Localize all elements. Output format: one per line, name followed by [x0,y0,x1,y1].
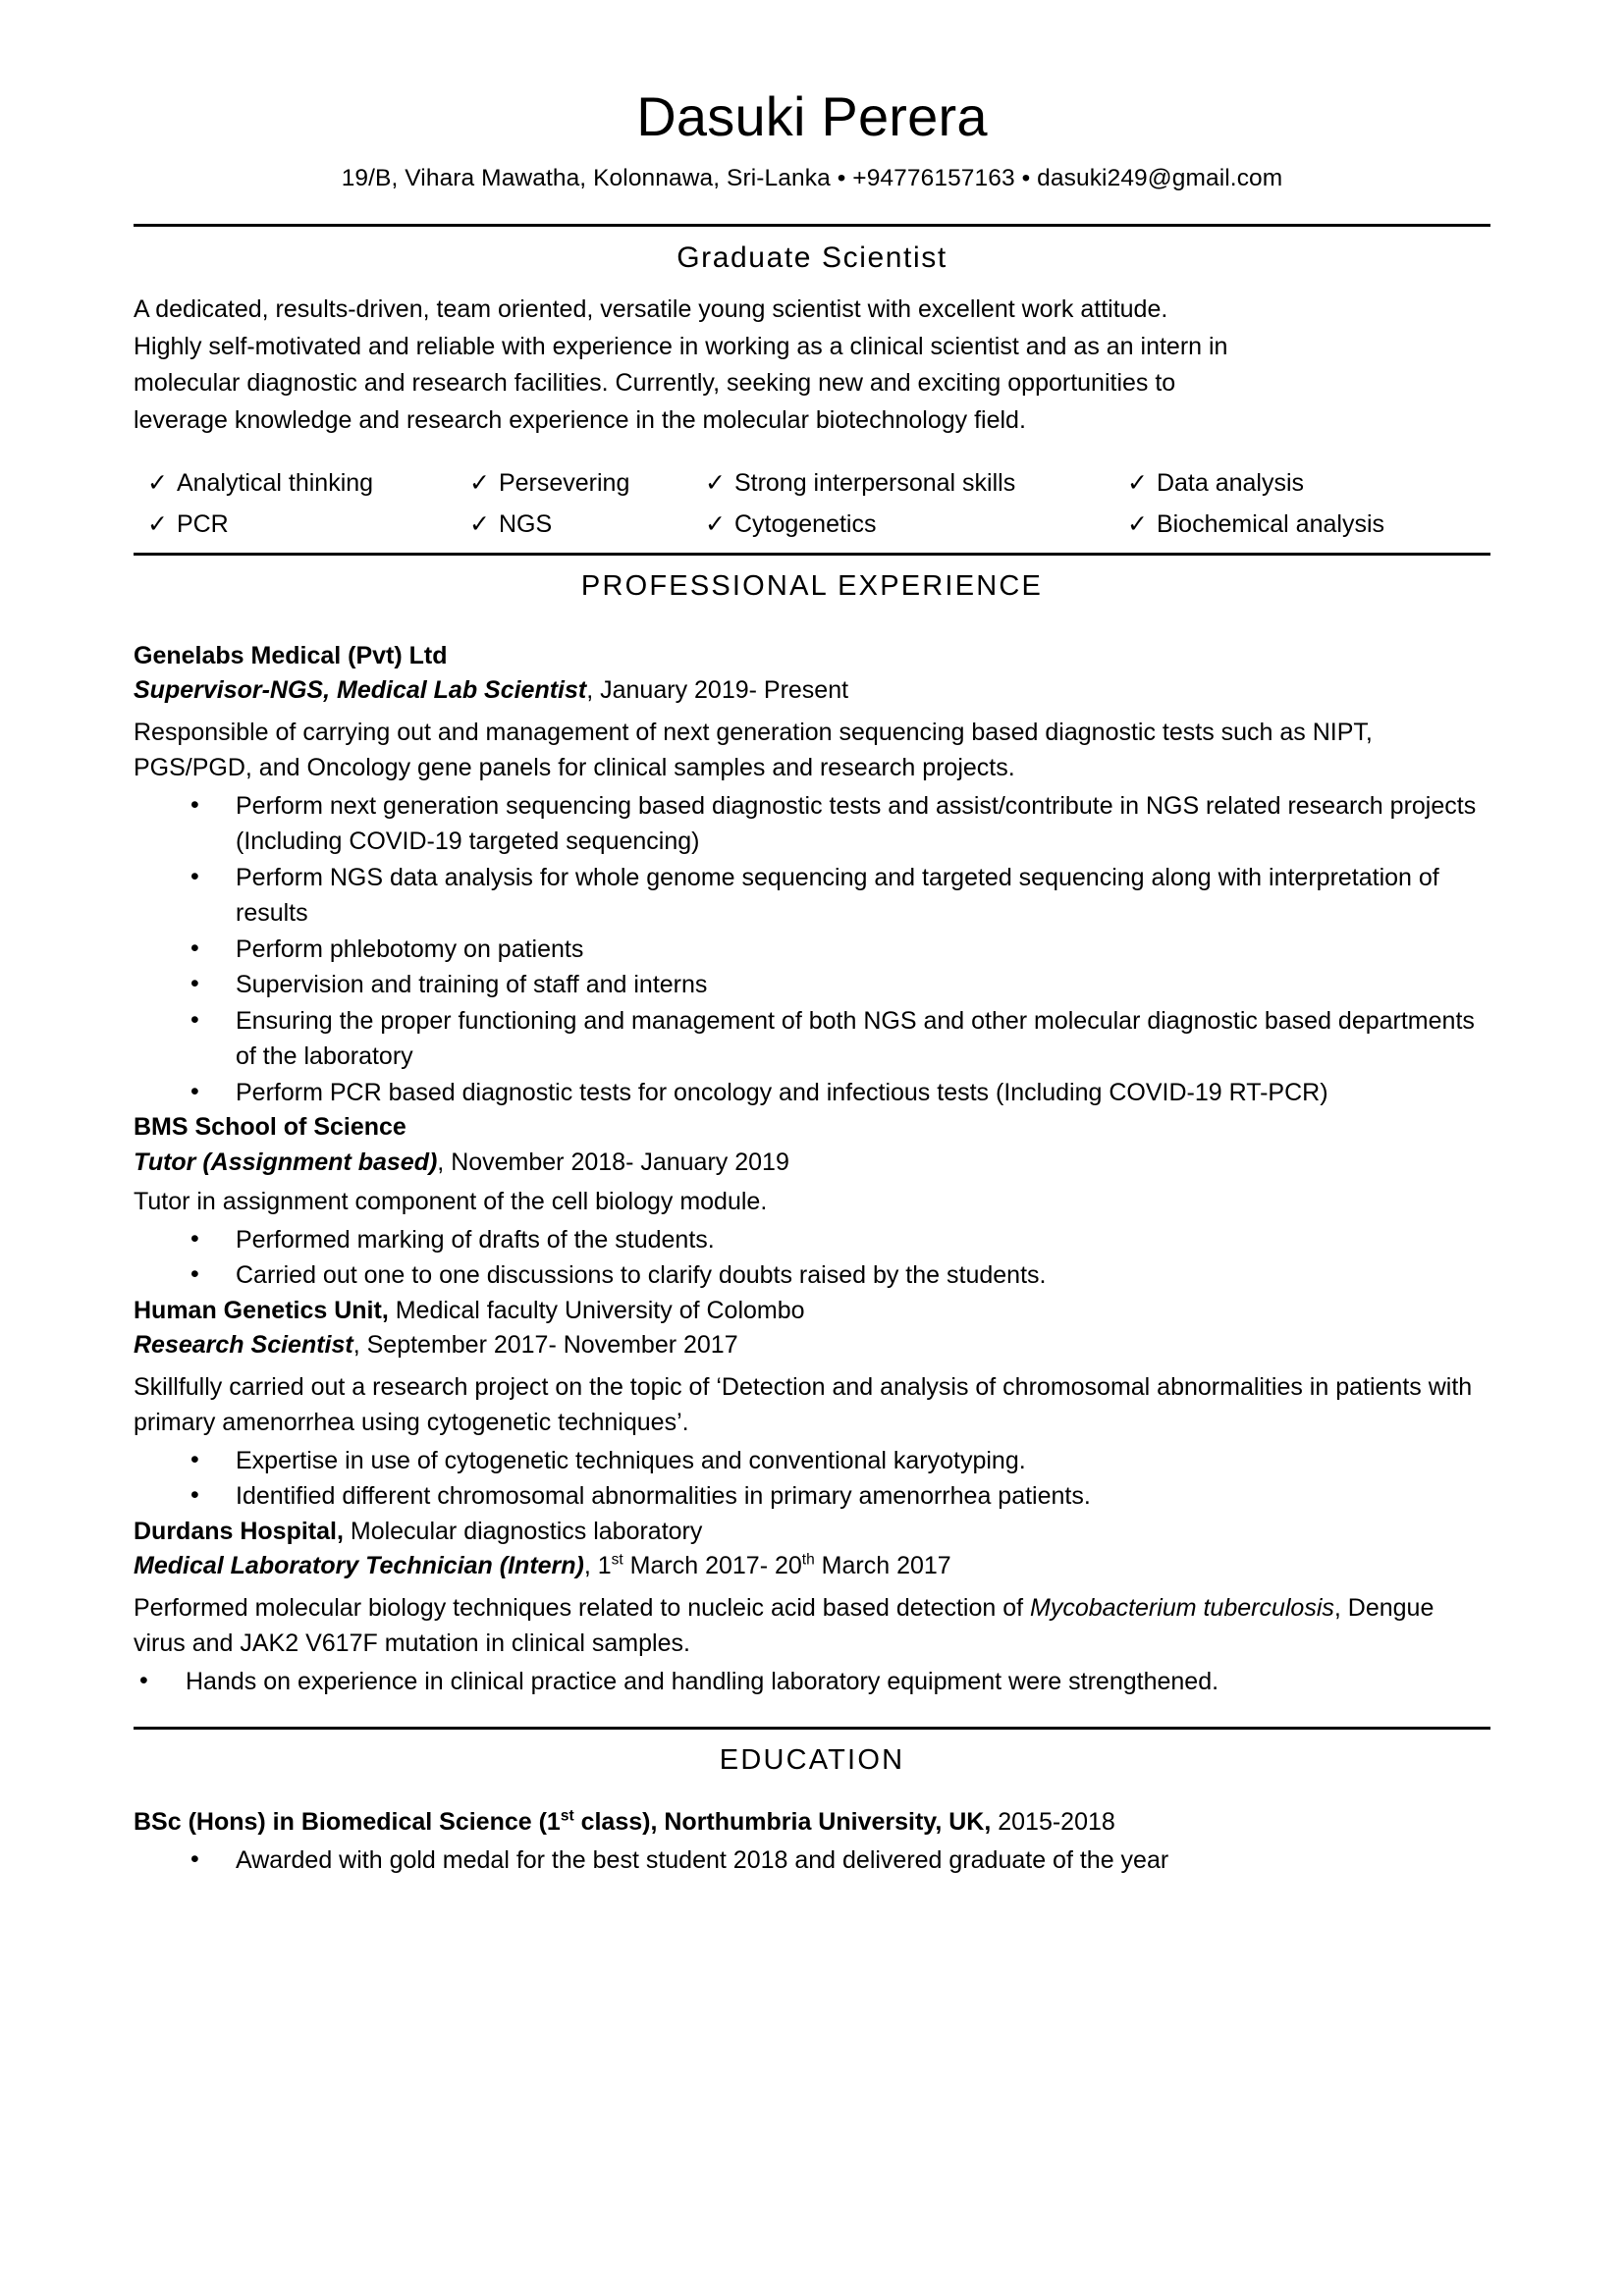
bullet-item: • Perform PCR based diagnostic tests for oncology and infectious tests (Including COVID-19 RT-PCR) [134,1075,1490,1111]
degree-line [134,1805,1490,1841]
job-role-line [134,1146,1490,1181]
skill-item [705,509,1127,540]
divider-experience [134,553,1490,556]
job-description [134,1590,1490,1662]
skill-label: Analytical thinking [176,469,374,498]
page-title: Dasuki Perera [636,85,988,147]
bullet-item: • Ensuring the proper functioning and management of both NGS and other molecular diagnostic based departments of the laboratory [134,1003,1490,1075]
job-bullet-list [134,1443,1490,1515]
job-bullet-list [134,1664,1490,1700]
bullet-item: • Awarded with gold medal for the best student 2018 and delivered graduate of the year [134,1842,1490,1879]
employer-name-bold: Human Genetics Unit, [134,1296,389,1324]
professional-subtitle: Graduate Scientist [677,241,947,275]
skill-item [147,468,469,499]
degree-name-mid: class), Northumbria University, UK, [573,1808,992,1837]
education-entry [134,1805,1490,1878]
job-role-line [134,673,1490,709]
section-heading-education: EDUCATION [719,1744,905,1777]
section-heading-experience: PROFESSIONAL EXPERIENCE [580,569,1044,602]
job-bullet-list [134,1222,1490,1294]
summary-line-4: leverage knowledge and research experience in the molecular biotechnology field. [134,405,1026,434]
skill-label: Cytogenetics [733,509,877,538]
description-post: , Dengue virus and JAK2 V617F mutation in clinical samples. [134,1593,1435,1658]
skill-label: Data analysis [1156,469,1305,498]
experience-entry [134,1294,1490,1515]
job-dates-prefix: , 1 [583,1552,612,1580]
experience-entry [134,1110,1490,1294]
job-dates: , January 2019- Present [586,676,849,705]
bullet-item: • Perform phlebotomy on patients [134,932,1490,968]
ordinal-suffix: st [560,1807,574,1825]
skill-label: Strong interpersonal skills [733,469,1016,498]
divider-education [134,1727,1490,1730]
employer-name: BMS School of Science [134,1113,406,1142]
job-description: Skillfully carried out a research project on the topic of ‘Detection and analysis of chromosomal abnormalities in patients with primary amenorrhea using cytogenetic techniques’. [134,1372,1473,1437]
degree-years: 2015-2018 [991,1808,1115,1837]
check-icon: ✓ [147,469,168,498]
job-dates-mid: March 2017- 20 [623,1552,802,1580]
species-name: Mycobacterium tuberculosis [1030,1593,1334,1622]
job-description: Responsible of carrying out and management of next generation sequencing based diagnostic tests such as NIPT, PGS/PGD, and Oncology gene panels for clinical samples and research projects. [134,718,1373,782]
employer-name [134,1294,1490,1329]
job-bullet-list [134,788,1490,1111]
job-role-line [134,1549,1490,1584]
skill-item [705,468,1127,499]
job-title: Research Scientist [134,1331,353,1360]
check-icon: ✓ [705,469,726,498]
skill-item [1127,509,1490,540]
bullet-item: • Identified different chromosomal abnormalities in primary amenorrhea patients. [134,1478,1490,1515]
bullet-item: • Expertise in use of cytogenetic techniques and conventional karyotyping. [134,1443,1490,1479]
ordinal-suffix-1: st [611,1551,623,1569]
bullet-item: • Perform next generation sequencing based diagnostic tests and assist/contribute in NGS related research projects (Including COVID-19 targeted sequencing) [134,788,1490,860]
bullet-item: • Carried out one to one discussions to clarify doubts raised by the students. [134,1257,1490,1294]
skill-item [147,509,469,540]
skill-item [469,468,705,499]
skill-item [1127,468,1490,499]
profile-summary [134,292,1490,439]
divider-header [134,224,1490,227]
experience-entry [134,639,1490,1111]
contact-line: 19/B, Vihara Mawatha, Kolonnawa, Sri-Lanka • +94776157163 • dasuki249@gmail.com [341,164,1283,191]
skill-item [469,509,705,540]
experience-entry [134,1515,1490,1700]
bullet-item: • Hands on experience in clinical practice and handling laboratory equipment were strengthened. [134,1664,1490,1700]
summary-line-1: A dedicated, results-driven, team oriented, versatile young scientist with excellent work attitude. [134,295,1168,324]
summary-line-3: molecular diagnostic and research facilities. Currently, seeking new and exciting opportunities to [134,369,1176,398]
skills-grid [134,468,1490,540]
employer-name-bold: Durdans Hospital, [134,1517,344,1545]
check-icon: ✓ [469,509,490,538]
job-dates: , September 2017- November 2017 [352,1331,738,1360]
job-title: Medical Laboratory Technician (Intern) [134,1552,584,1580]
job-title: Tutor (Assignment based) [134,1148,438,1176]
job-role-line [134,1328,1490,1363]
employer-detail: Medical faculty University of Colombo [388,1296,805,1324]
job-description: Tutor in assignment component of the cell biology module. [134,1188,768,1216]
employer-name: Genelabs Medical (Pvt) Ltd [134,641,448,669]
check-icon: ✓ [1127,469,1148,498]
ordinal-suffix-2: th [801,1551,815,1569]
check-icon: ✓ [469,469,490,498]
education-bullet-list [134,1842,1490,1879]
check-icon: ✓ [147,509,168,538]
job-dates: , November 2018- January 2019 [437,1148,789,1176]
bullet-item: • Perform NGS data analysis for whole genome sequencing and targeted sequencing along with interpretation of results [134,860,1490,932]
employer-name [134,1515,1490,1550]
check-icon: ✓ [1127,509,1148,538]
description-pre: Performed molecular biology techniques related to nucleic acid based detection of [134,1593,1031,1622]
skill-label: NGS [498,509,553,538]
skill-label: Persevering [498,469,630,498]
check-icon: ✓ [705,509,726,538]
skill-label: PCR [176,509,229,538]
job-title: Supervisor-NGS, Medical Lab Scientist [134,676,587,705]
summary-line-2: Highly self-motivated and reliable with experience in working as a clinical scientist and as an intern in [134,332,1228,360]
degree-name-pre: BSc (Hons) in Biomedical Science (1 [134,1808,561,1837]
job-dates-suffix: March 2017 [814,1552,951,1580]
bullet-item: • Performed marking of drafts of the students. [134,1222,1490,1258]
skill-label: Biochemical analysis [1156,509,1384,538]
employer-detail: Molecular diagnostics laboratory [343,1517,703,1545]
bullet-item: • Supervision and training of staff and interns [134,967,1490,1003]
